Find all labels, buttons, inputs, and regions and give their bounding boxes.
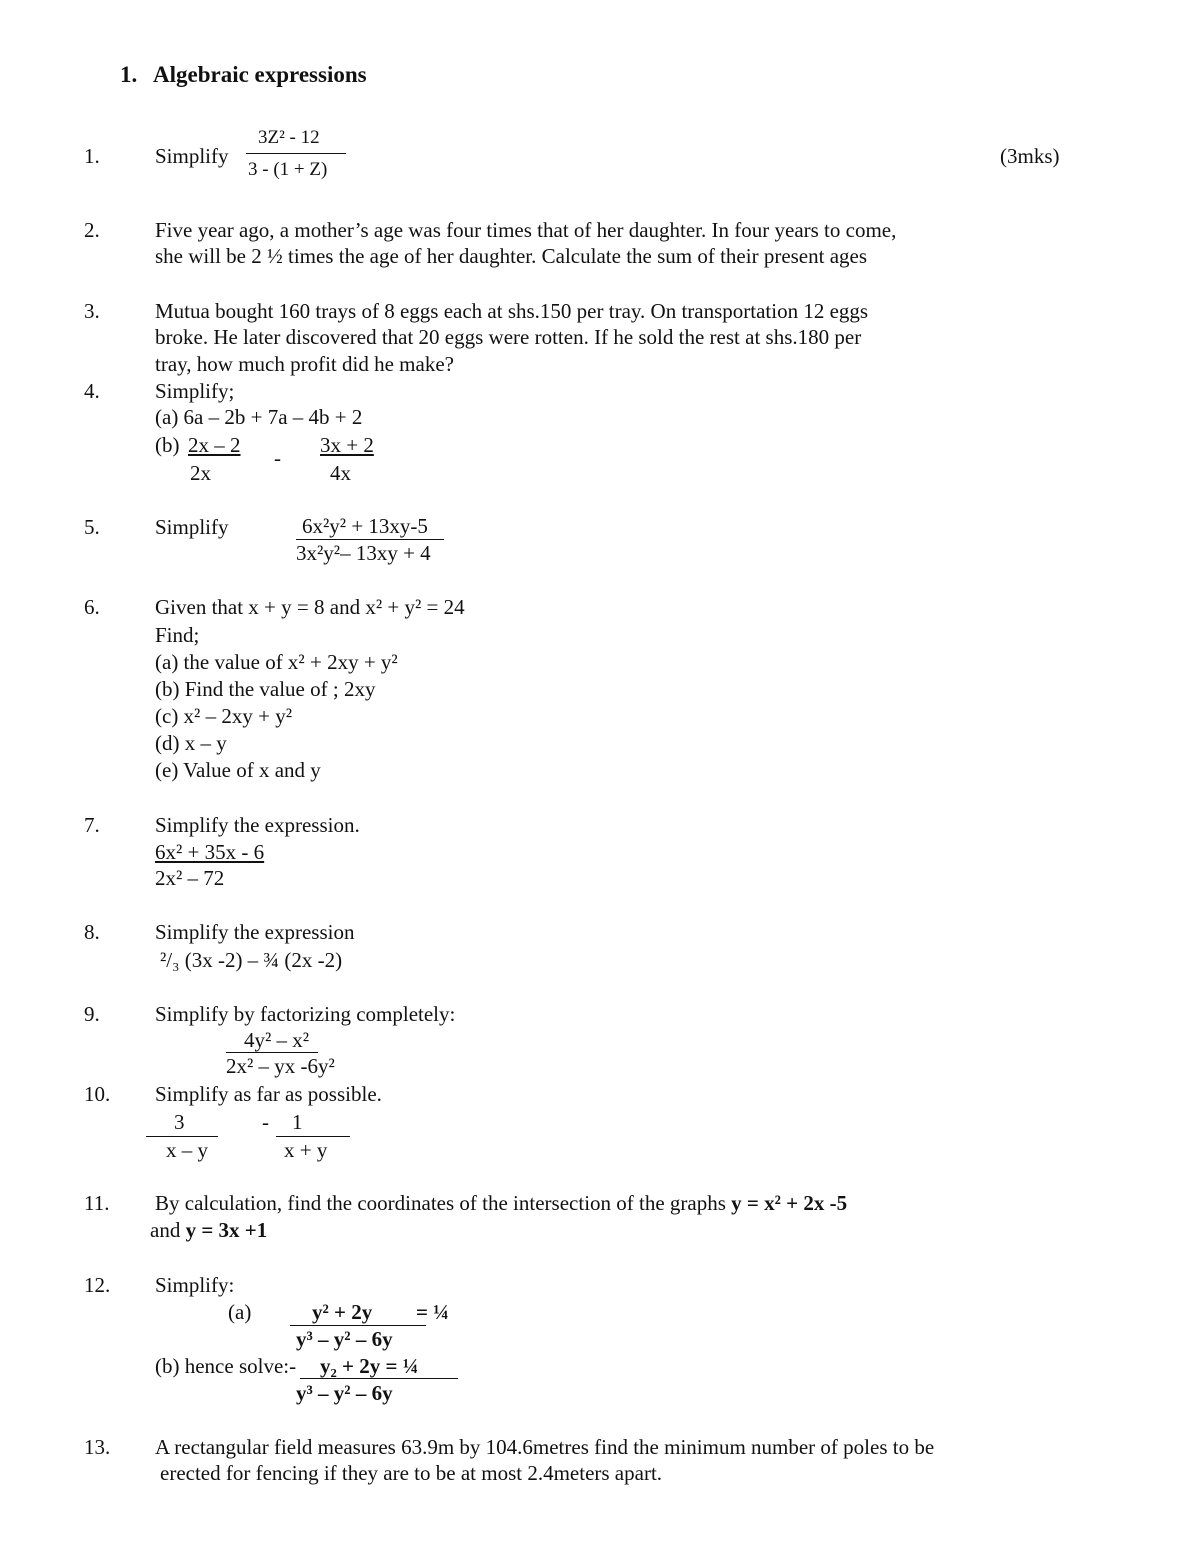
q12-b-denominator: y³ – y² – 6y (296, 1381, 393, 1405)
q10-fraction-bar-2 (276, 1136, 350, 1137)
q3-line3: tray, how much profit did he make? (155, 352, 454, 376)
q10-denominator-2: x + y (284, 1138, 328, 1162)
q1-number: 1. (84, 144, 100, 168)
q6-part-b: (b) Find the value of ; 2xy (155, 677, 376, 701)
section-title-text: Algebraic expressions (153, 62, 367, 87)
q4-b-operator: - (274, 446, 281, 470)
q12-part-b-label: (b) hence solve:- (155, 1354, 297, 1378)
q8-lead: Simplify the expression (155, 920, 355, 944)
q2-number: 2. (84, 218, 100, 242)
q13-number: 13. (84, 1435, 111, 1459)
q3-line1: Mutua bought 160 trays of 8 eggs each at shs.150 per tray. On transportation 12 eggs (155, 299, 869, 323)
q6-part-a: (a) the value of x² + 2xy + y² (155, 650, 398, 674)
q11-line2-text: and (150, 1218, 181, 1242)
q11-line1-text: By calculation, find the coordinates of the intersection of the graphs (155, 1191, 726, 1215)
q13-line1: A rectangular field measures 63.9m by 104.6metres find the minimum number of poles to be (155, 1435, 935, 1459)
q4-number: 4. (84, 379, 100, 403)
q4-part-a: (a) 6a – 2b + 7a – 4b + 2 (155, 405, 363, 429)
q4-b-denominator-2: 4x (330, 461, 351, 485)
q3-number: 3. (84, 299, 100, 323)
section-number: 1. (120, 62, 138, 87)
section-title (120, 63, 367, 86)
q6-part-e: (e) Value of x and y (155, 758, 321, 782)
q11-line1 (155, 1193, 847, 1214)
q5-denominator: 3x²y²– 13xy + 4 (296, 541, 431, 565)
q7-lead: Simplify the expression. (155, 813, 360, 837)
q3-line2: broke. He later discovered that 20 eggs were rotten. If he sold the rest at shs.180 per (155, 325, 862, 349)
q4-lead: Simplify; (155, 379, 235, 403)
q5-number: 5. (84, 515, 100, 539)
q10-lead: Simplify as far as possible. (155, 1082, 382, 1106)
q4-b-denominator-1: 2x (190, 461, 211, 485)
q1-marks: (3mks) (1000, 144, 1060, 168)
q7-denominator: 2x² – 72 (155, 866, 225, 890)
q1-denominator: 3 - (1 + Z) (248, 159, 328, 180)
q12-b-numerator: y₂ + 2y = ¼ (320, 1354, 419, 1378)
q9-numerator: 4y² – x² (244, 1028, 310, 1052)
q11-line2 (150, 1220, 267, 1241)
q12-number: 12. (84, 1273, 111, 1297)
q12-a-equals: = ¼ (416, 1300, 449, 1324)
q1-fraction-bar (246, 153, 346, 154)
q5-fraction-bar (296, 539, 444, 540)
q9-number: 9. (84, 1002, 100, 1026)
q9-lead: Simplify by factorizing completely: (155, 1002, 456, 1026)
q10-numerator-1: 3 (174, 1110, 185, 1134)
q4-b-numerator-1: 2x – 2 (188, 433, 241, 457)
q12-lead: Simplify: (155, 1273, 235, 1297)
q10-operator: - (262, 1110, 269, 1134)
q11-equation-1: y = x² + 2x -5 (731, 1191, 848, 1215)
q12-a-fraction-bar (290, 1325, 426, 1326)
q12-b-fraction-bar (300, 1378, 458, 1379)
q4-b-numerator-2: 3x + 2 (320, 433, 374, 457)
q6-number: 6. (84, 595, 100, 619)
q6-part-d: (d) x – y (155, 731, 227, 755)
q1-lead: Simplify (155, 144, 229, 168)
q7-numerator: 6x² + 35x - 6 (155, 840, 265, 864)
q9-denominator: 2x² – yx -6y² (226, 1054, 335, 1078)
q5-lead: Simplify (155, 515, 229, 539)
q10-fraction-bar-1 (146, 1136, 218, 1137)
q11-equation-2: y = 3x +1 (185, 1218, 268, 1242)
q2-line1: Five year ago, a mother’s age was four times that of her daughter. In four years to come, (155, 218, 897, 242)
q6-find: Find; (155, 623, 200, 647)
q2-line2: she will be 2 ½ times the age of her daughter. Calculate the sum of their present ages (155, 244, 868, 268)
q11-number: 11. (84, 1191, 110, 1215)
q12-a-numerator: y² + 2y (312, 1300, 373, 1324)
q12-a-denominator: y³ – y² – 6y (296, 1327, 393, 1351)
q10-number: 10. (84, 1082, 111, 1106)
q9-fraction-bar (226, 1052, 318, 1053)
q5-numerator: 6x²y² + 13xy-5 (302, 514, 428, 538)
q6-part-c: (c) x² – 2xy + y² (155, 704, 292, 728)
q13-line2: erected for fencing if they are to be at most 2.4meters apart. (160, 1461, 663, 1485)
q10-numerator-2: 1 (292, 1110, 303, 1134)
q6-given: Given that x + y = 8 and x² + y² = 24 (155, 595, 465, 619)
q12-part-a-label: (a) (228, 1300, 252, 1324)
q1-numerator: 3Z² - 12 (258, 127, 320, 148)
q7-number: 7. (84, 813, 100, 837)
q10-denominator-1: x – y (166, 1138, 208, 1162)
q8-number: 8. (84, 920, 100, 944)
q4-part-b-label: (b) (155, 433, 180, 457)
q8-expression: ²/₃ (3x -2) – ¾ (2x -2) (160, 948, 343, 972)
